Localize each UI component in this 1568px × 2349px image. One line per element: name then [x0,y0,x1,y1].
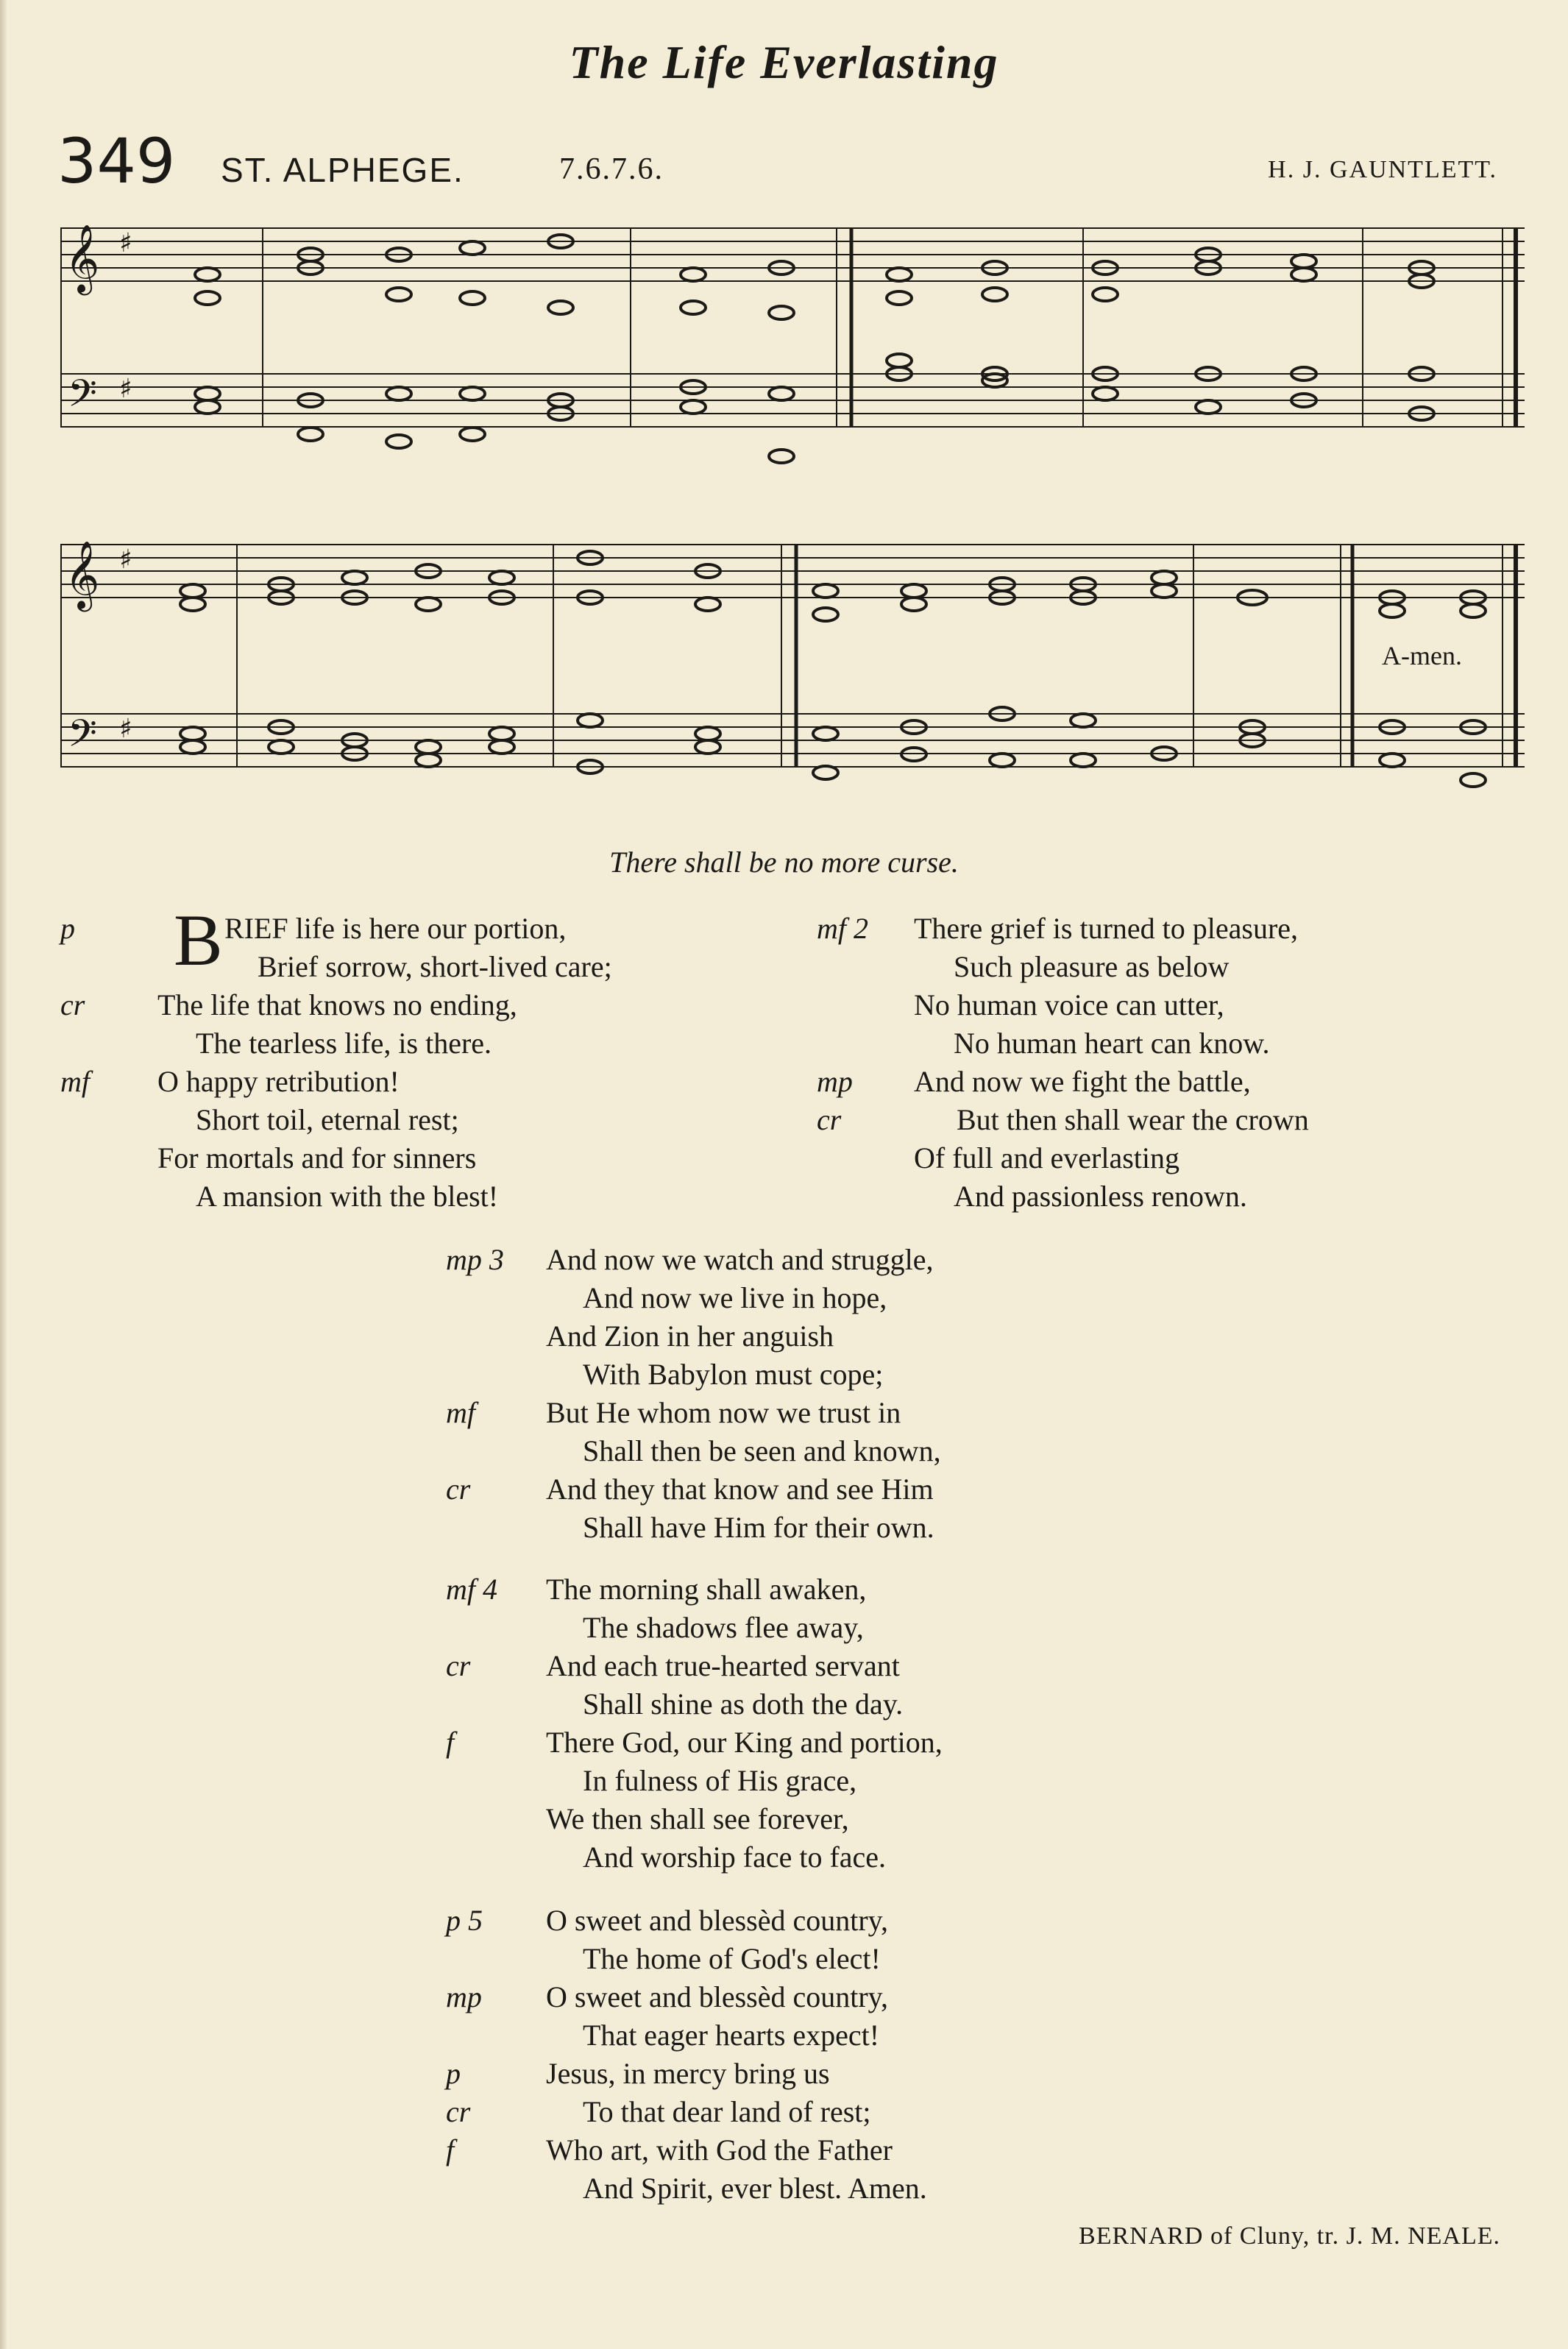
verse-5-dynamic-2: mp [446,1980,482,2013]
verse-2-line-2: Such pleasure as below [954,950,1230,983]
verse-5-dynamic-5: f [446,2133,455,2166]
verse-3-line-3: And Zion in her anguish [546,1319,834,1353]
verse-3-line-4: With Babylon must cope; [583,1358,884,1391]
verse-3-line-6: Shall then be seen and known, [583,1434,941,1467]
verse-3-dynamic-3: cr [446,1473,471,1506]
verse-3-number: mp 3 [446,1243,504,1276]
verse-3-line-5: But He whom now we trust in [546,1396,901,1429]
verse-1-line-8: A mansion with the blest! [196,1180,499,1213]
verse-4-line-6: In fulness of His grace, [583,1764,857,1797]
drop-cap: B [174,899,223,981]
verse-5-dynamic-3: p [446,2057,461,2090]
svg-text:𝄞: 𝄞 [65,224,100,292]
verse-2-line-7: Of full and everlasting [914,1141,1179,1174]
verse-2-line-5: And now we fight the battle, [914,1065,1251,1098]
running-title: The Life Everlasting [569,36,999,88]
verse-5-line-6: To that dear land of rest; [583,2095,871,2128]
verse-4-line-5: There God, our King and portion, [546,1726,943,1759]
verse-2-line-1: There grief is turned to pleasure, [914,912,1299,945]
verse-5-line-7: Who art, with God the Father [546,2133,893,2166]
meter: 7.6.7.6. [559,152,664,186]
verse-5-dynamic-4: cr [446,2095,471,2128]
svg-text:𝄢: 𝄢 [68,711,97,765]
verse-1-dynamic-3: mf [60,1065,90,1098]
music-system-2-graphic [60,522,1525,802]
verse-2-dynamic-3: cr [817,1103,842,1136]
verse-1-line-5: O happy retribution! [157,1065,400,1098]
verse-4-line-7: We then shall see forever, [546,1802,849,1835]
music-system-1-graphic [60,213,1525,478]
svg-text:♯: ♯ [119,228,132,258]
verse-5-line-2: The home of God's elect! [583,1942,881,1975]
verse-1-line-2: Brief sorrow, short-lived care; [258,950,612,983]
text-attribution: BERNARD of Cluny, tr. J. M. NEALE. [1079,2222,1500,2250]
verse-4-number: mf 4 [446,1573,497,1606]
verse-5-line-3: O sweet and blessèd country, [546,1980,889,2013]
svg-text:♯: ♯ [119,714,132,744]
tune-name: ST. ALPHEGE. [221,151,464,189]
verse-1-line-6: Short toil, eternal rest; [196,1103,459,1136]
verse-4-line-2: The shadows flee away, [583,1611,864,1644]
page-edge-shadow [0,0,7,2349]
verse-3-dynamic-2: mf [446,1396,475,1429]
verse-1-line-1: RIEF life is here our portion, [224,912,567,945]
verse-2-line-8: And passionless renown. [954,1180,1247,1213]
verse-3-line-8: Shall have Him for their own. [583,1511,934,1544]
verse-5-line-8: And Spirit, ever blest. Amen. [583,2172,927,2205]
verse-5-line-4: That eager hearts expect! [583,2019,880,2052]
svg-text:♯: ♯ [119,545,132,575]
verse-4-dynamic-3: f [446,1726,455,1759]
verse-3-line-7: And they that know and see Him [546,1473,934,1506]
hymn-subtitle: There shall be no more curse. [609,846,959,879]
verse-2-line-6: But then shall wear the crown [957,1103,1309,1136]
verse-4-line-4: Shall shine as doth the day. [583,1687,904,1721]
verse-5-number: p 5 [446,1904,483,1937]
verse-2-dynamic-2: mp [817,1065,853,1098]
verse-1-line-3: The life that knows no ending, [157,988,517,1021]
music-system-2 [60,522,1525,802]
verse-4-line-3: And each true-hearted servant [546,1649,900,1682]
svg-text:𝄞: 𝄞 [65,540,100,609]
verse-4-dynamic-2: cr [446,1649,471,1682]
verse-5-line-1: O sweet and blessèd country, [546,1904,889,1937]
verse-1-line-4: The tearless life, is there. [196,1027,492,1060]
verse-2-line-4: No human heart can know. [954,1027,1270,1060]
composer: H. J. GAUNTLETT. [1268,156,1497,183]
verse-4-line-8: And worship face to face. [583,1840,887,1874]
verse-2-number: mf 2 [817,912,868,945]
verse-2-line-3: No human voice can utter, [914,988,1224,1021]
music-system-1 [60,213,1525,478]
verse-4-line-1: The morning shall awaken, [546,1573,867,1606]
svg-text:♯: ♯ [119,374,132,404]
verse-3-line-2: And now we live in hope, [583,1281,887,1314]
svg-text:𝄢: 𝄢 [68,371,97,425]
verse-1-dynamic-2: cr [60,988,85,1021]
amen-label: A-men. [1382,641,1462,670]
hymn-number: 349 [57,125,176,197]
verse-1-dynamic: p [60,912,75,945]
verse-5-line-5: Jesus, in mercy bring us [546,2057,830,2090]
verse-3-line-1: And now we watch and struggle, [546,1243,934,1276]
verse-1-line-7: For mortals and for sinners [157,1141,477,1174]
